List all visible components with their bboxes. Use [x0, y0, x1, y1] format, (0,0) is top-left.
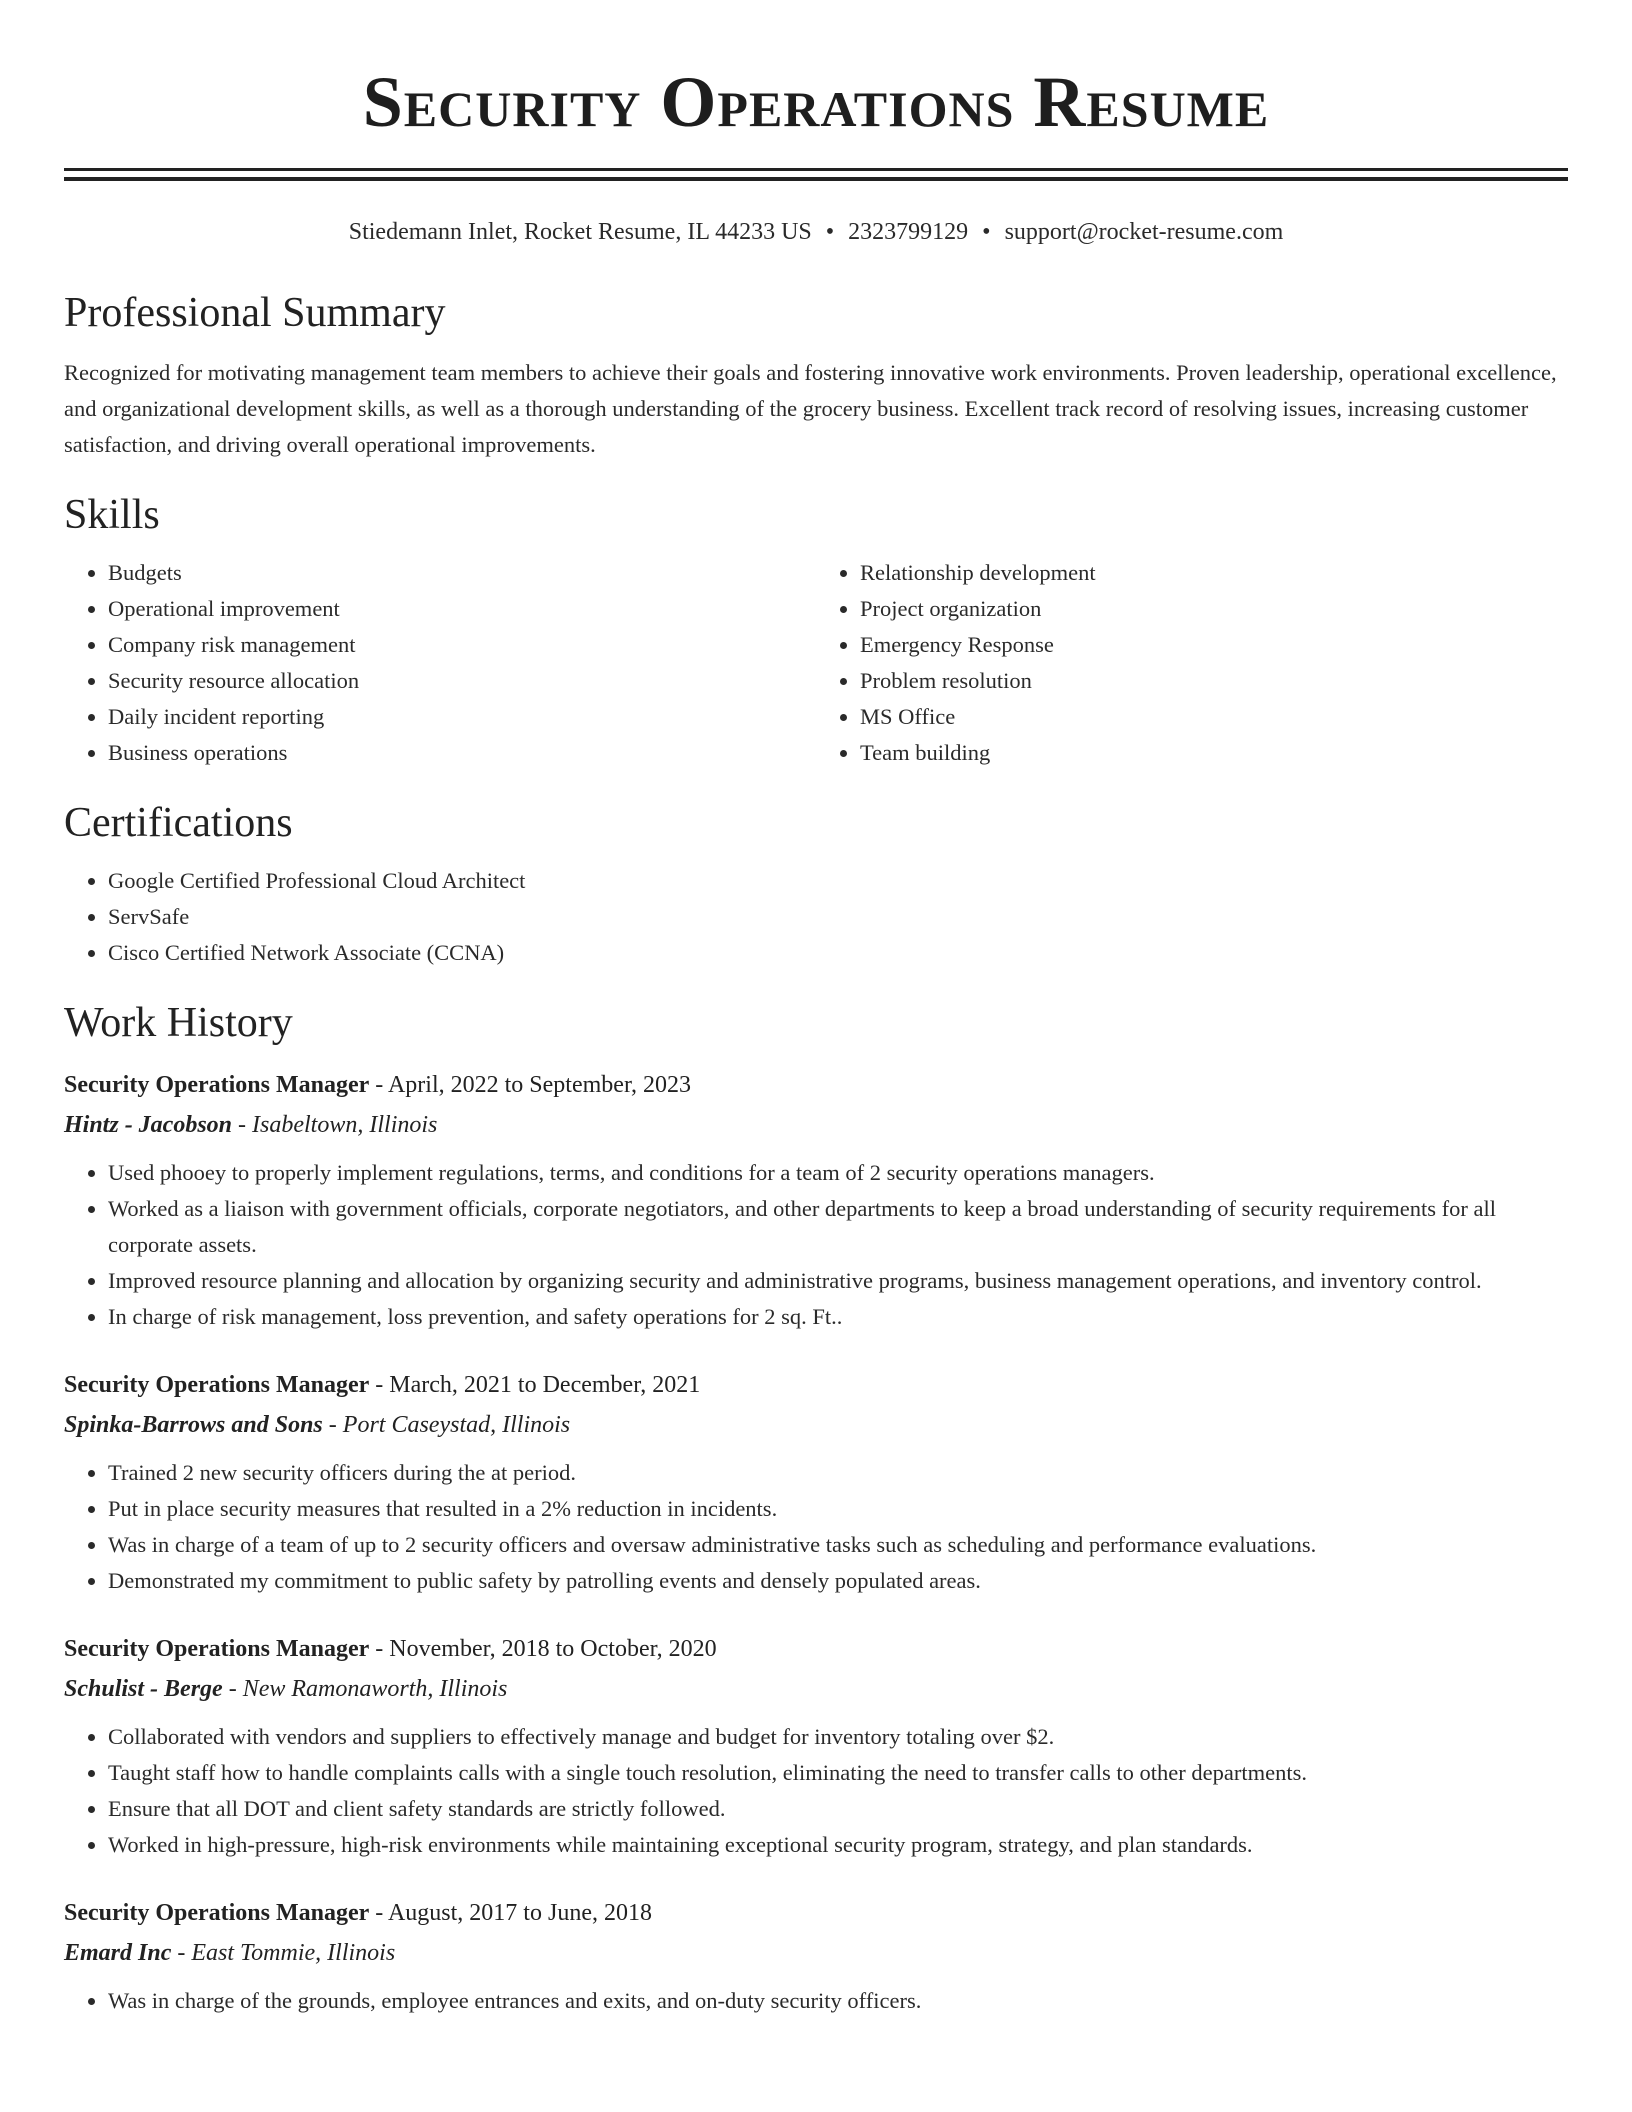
certification-item: • ServSafe [108, 899, 1568, 935]
job-company-line: Spinka-Barrows and Sons - Port Caseystad, Illinois [64, 1412, 571, 1438]
job-location: Port Caseystad, Illinois [342, 1412, 571, 1438]
job-dates: August, 2017 to June, 2018 [387, 1900, 652, 1926]
skill-item: • Project organization [860, 591, 1568, 627]
skills-column-left [64, 555, 816, 771]
job-bullet: • In charge of risk management, loss prevention, and safety operations for 2 sq. Ft.. [108, 1299, 1568, 1335]
job-bullet: • Ensure that all DOT and client safety standards are strictly followed. [108, 1791, 1568, 1827]
job-dates: March, 2021 to December, 2021 [389, 1372, 701, 1398]
summary-heading: Professional Summary [64, 290, 446, 336]
job-title-line: Security Operations Manager - November, 2018 to October, 2020 [64, 1636, 717, 1662]
certifications-heading: Certifications [64, 800, 293, 846]
job-entry [64, 1065, 1568, 1335]
job-bullets [64, 1455, 1568, 1599]
job-bullet: • Collaborated with vendors and suppliers to effectively manage and budget for inventory totaling over $2. [108, 1719, 1568, 1755]
job-bullet: • Used phooey to properly implement regulations, terms, and conditions for a team of 2 security operations managers. [108, 1155, 1568, 1191]
job-bullet: • Was in charge of a team of up to 2 security officers and oversaw administrative tasks such as scheduling and performance evaluations. [108, 1527, 1568, 1563]
job-entry [64, 1365, 1568, 1599]
job-location: Isabeltown, Illinois [252, 1112, 438, 1138]
job-title: Security Operations Manager [64, 1900, 370, 1926]
skill-item: • Budgets [108, 555, 816, 591]
job-bullet: • Put in place security measures that resulted in a 2% reduction in incidents. [108, 1491, 1568, 1527]
skill-item: • Team building [860, 735, 1568, 771]
resume-title: Security Operations Resume [362, 62, 1270, 142]
job-bullets [64, 1155, 1568, 1335]
job-company-line: Hintz - Jacobson - Isabeltown, Illinois [64, 1112, 438, 1138]
job-title-line: Security Operations Manager - April, 2022 to September, 2023 [64, 1072, 691, 1098]
skills-heading: Skills [64, 492, 160, 538]
skill-item: • MS Office [860, 699, 1568, 735]
job-company: Spinka-Barrows and Sons [64, 1412, 323, 1438]
skills-list [64, 555, 1568, 771]
certification-item: • Google Certified Professional Cloud Architect [108, 863, 1568, 899]
work-history-heading: Work History [64, 1000, 293, 1046]
skill-item: • Operational improvement [108, 591, 816, 627]
job-location: East Tommie, Illinois [191, 1940, 396, 1966]
skills-column-right [816, 555, 1568, 771]
job-dates: April, 2022 to September, 2023 [387, 1072, 691, 1098]
contact-address: Stiedemann Inlet, Rocket Resume, IL 44233 US [348, 219, 812, 245]
summary-text: Recognized for motivating management team members to achieve their goals and fostering innovative work environments. Proven leadership, operational excellence, and organizational development skills, as well as a thorough understanding of the grocery business. Excellent track record of resolving issues, increasing customer satisfaction, and driving overall operational improvements. [64, 360, 1557, 457]
job-entry [64, 1893, 1568, 2019]
job-company: Hintz - Jacobson [64, 1112, 233, 1138]
job-company: Emard Inc [64, 1940, 172, 1966]
skill-item: • Problem resolution [860, 663, 1568, 699]
contact-separator: • [825, 219, 835, 245]
job-bullets [64, 1719, 1568, 1863]
skill-item: • Business operations [108, 735, 816, 771]
contact-email: support@rocket-resume.com [1004, 219, 1284, 245]
certifications-list [64, 863, 1568, 971]
job-dates: November, 2018 to October, 2020 [389, 1636, 717, 1662]
job-bullet: • Was in charge of the grounds, employee entrances and exits, and on-duty security officers. [108, 1983, 1568, 2019]
job-bullet: • Worked as a liaison with government officials, corporate negotiators, and other departments to keep a broad understanding of security requirements for all corporate assets. [108, 1191, 1568, 1263]
job-company-line: Emard Inc - East Tommie, Illinois [64, 1940, 396, 1966]
job-bullet: • Taught staff how to handle complaints calls with a single touch resolution, eliminating the need to transfer calls to other departments. [108, 1755, 1568, 1791]
title-rule-top [64, 168, 1568, 171]
skill-item: • Security resource allocation [108, 663, 816, 699]
job-bullet: • Improved resource planning and allocation by organizing security and administrative programs, business management operations, and inventory control. [108, 1263, 1568, 1299]
job-company: Schulist - Berge [64, 1676, 223, 1702]
job-bullet: • Trained 2 new security officers during the at period. [108, 1455, 1568, 1491]
contact-line [64, 217, 1568, 247]
job-bullets [64, 1983, 1568, 2019]
skill-item: • Relationship development [860, 555, 1568, 591]
contact-phone: 2323799129 [848, 219, 969, 245]
job-location: New Ramonaworth, Illinois [242, 1676, 508, 1702]
title-rule-bottom [64, 177, 1568, 181]
skill-item: • Daily incident reporting [108, 699, 816, 735]
job-company-line: Schulist - Berge - New Ramonaworth, Illinois [64, 1676, 508, 1702]
job-title: Security Operations Manager [64, 1636, 370, 1662]
job-bullet: • Worked in high-pressure, high-risk environments while maintaining exceptional security program, strategy, and plan standards. [108, 1827, 1568, 1863]
contact-separator: • [982, 219, 991, 245]
job-title: Security Operations Manager [64, 1072, 370, 1098]
job-title: Security Operations Manager [64, 1372, 370, 1398]
job-entry [64, 1629, 1568, 1863]
certification-item: • Cisco Certified Network Associate (CCNA) [108, 935, 1568, 971]
job-title-line: Security Operations Manager - March, 2021 to December, 2021 [64, 1372, 701, 1398]
job-bullet: • Demonstrated my commitment to public safety by patrolling events and densely populated areas. [108, 1563, 1568, 1599]
skill-item: • Emergency Response [860, 627, 1568, 663]
job-title-line: Security Operations Manager - August, 2017 to June, 2018 [64, 1900, 652, 1926]
skill-item: • Company risk management [108, 627, 816, 663]
